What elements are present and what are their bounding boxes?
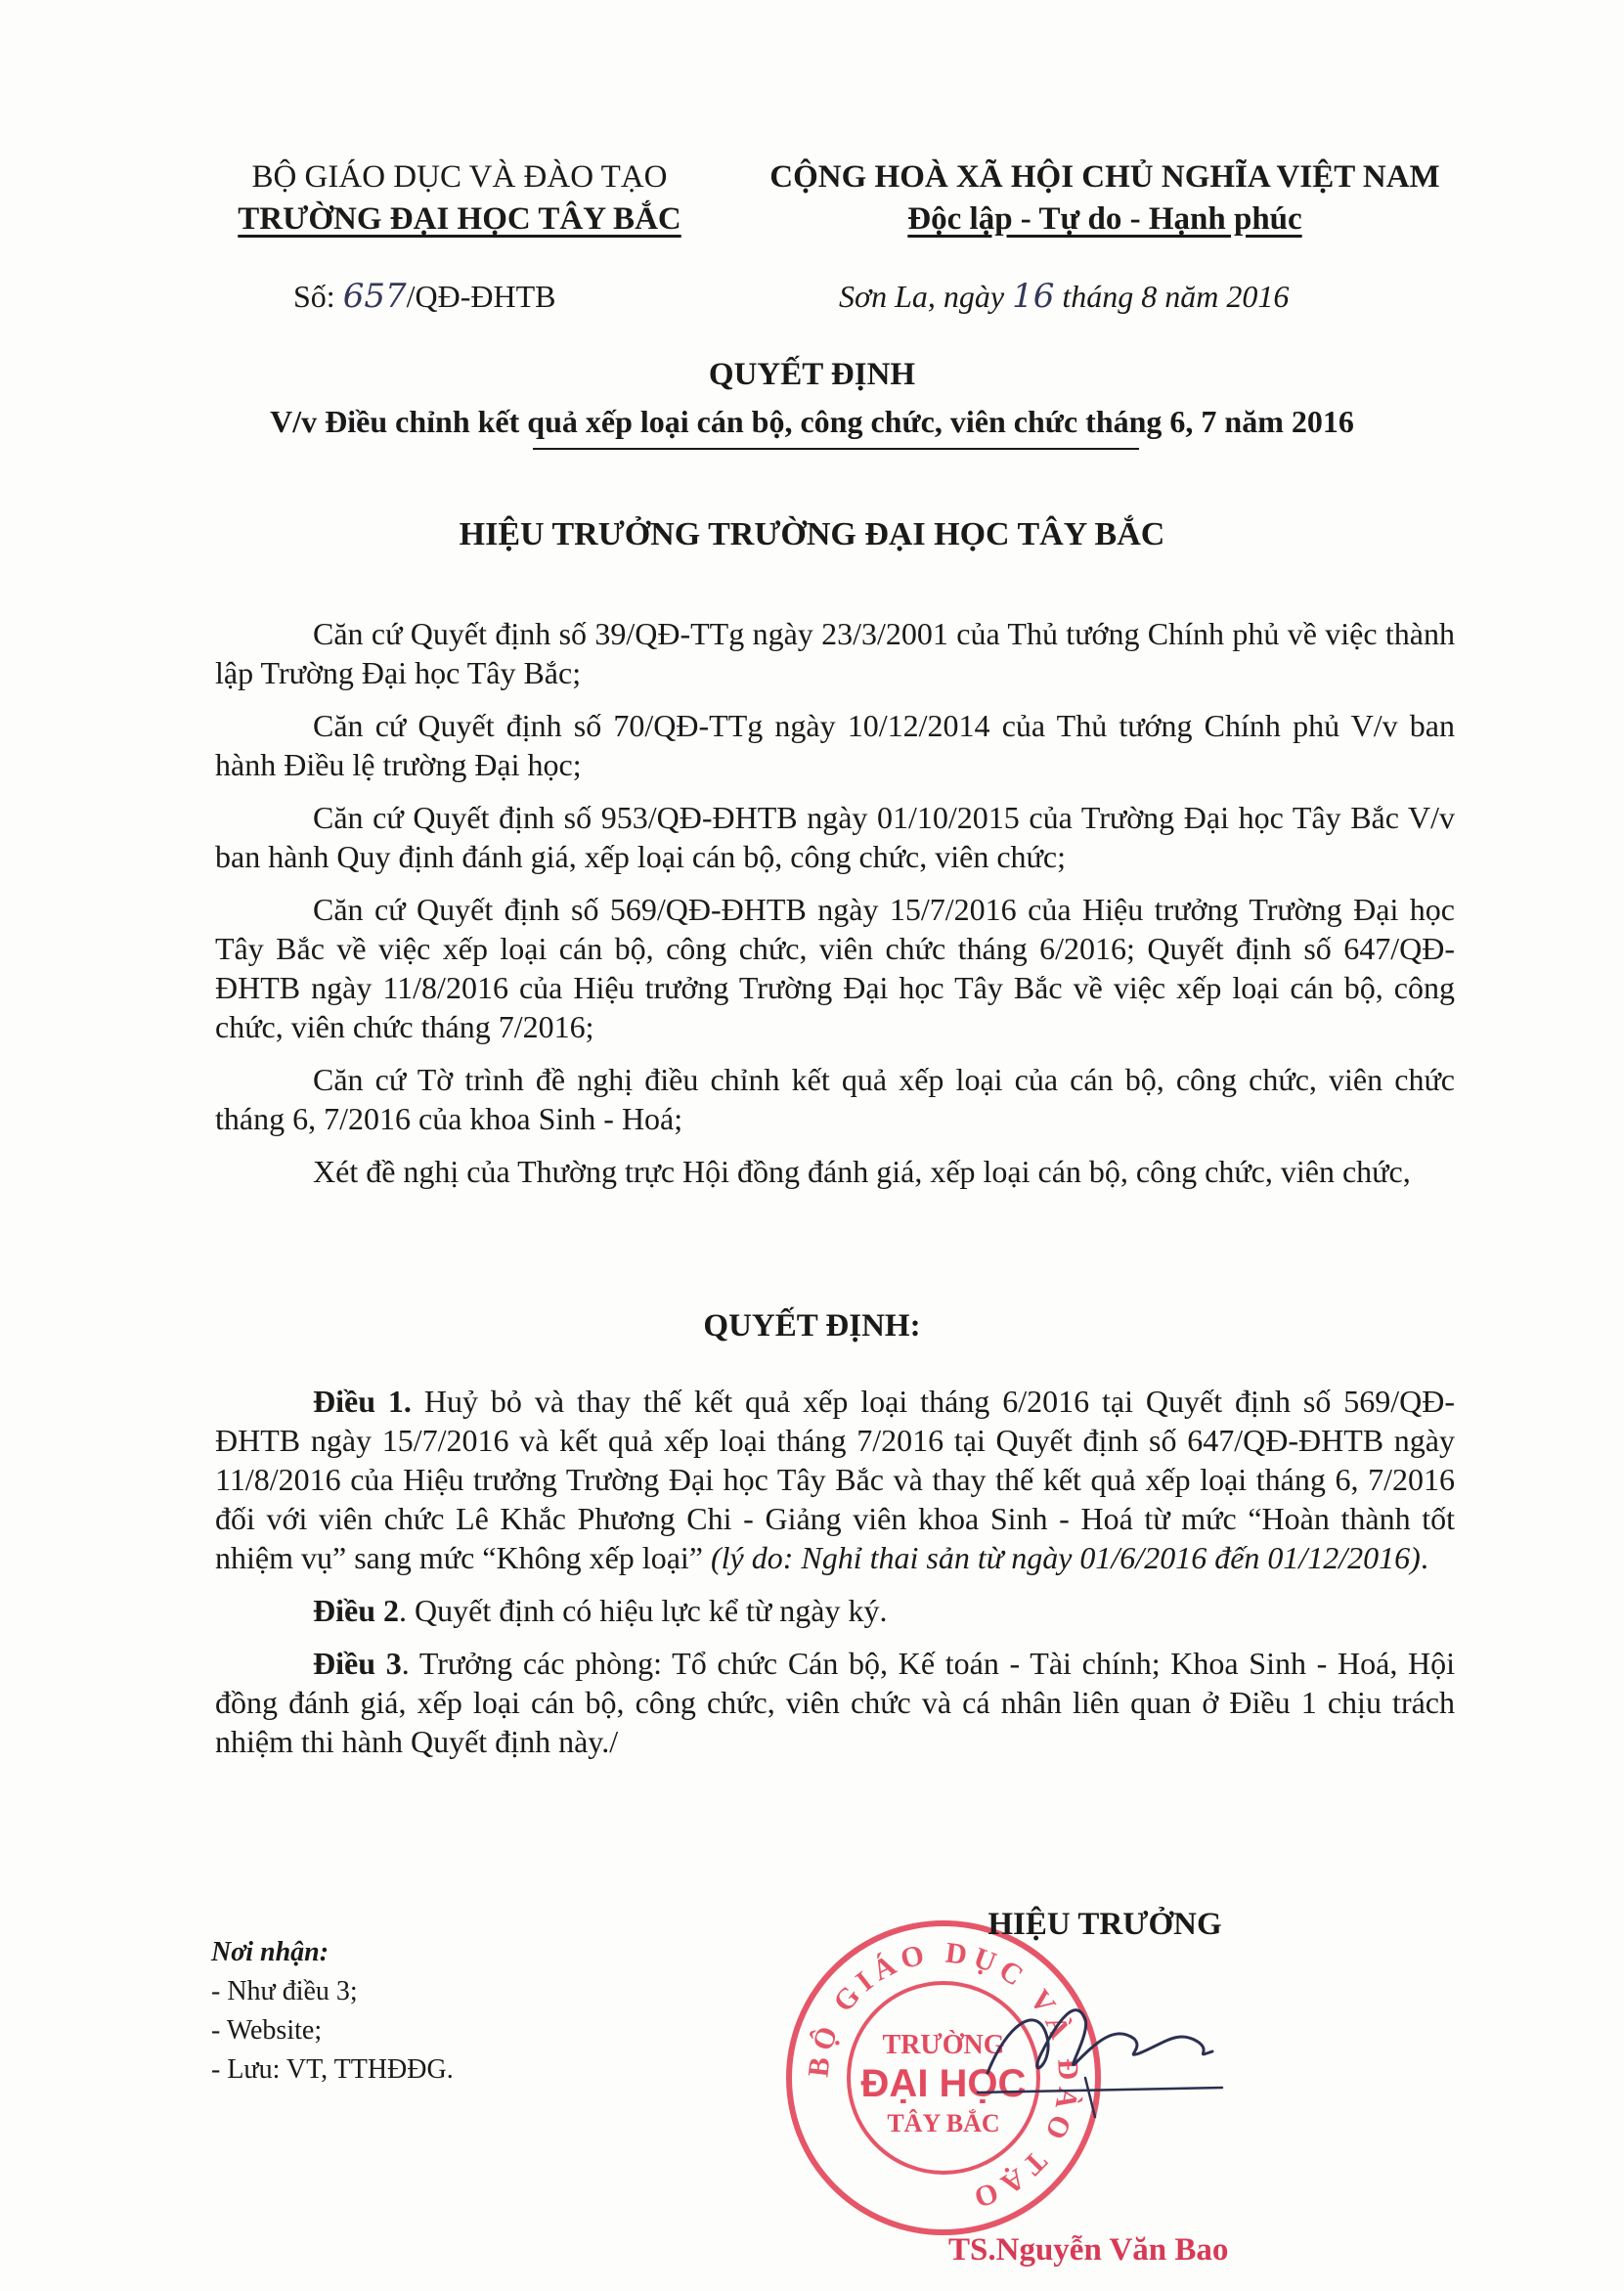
article-1-text: Huỷ bỏ và thay thế kết quả xếp loại tháng 6/2016 tại Quyết định số 569/QĐ-ĐHTB ngày 15/7/2016 và kết quả xếp loại tháng 7/2016 tại Quyết định số 647/QĐ-ĐHTB ngày 11/8/2016 của Hiệu trưởng Trường Đại học Tây Bắc và thay thế kết quả xếp loại tháng 6, 7/2016 đối với viên chức Lê Khắc Phương Chi - Giảng viên khoa Sinh - Hoá từ mức “Hoàn thành tốt nhiệm vụ” sang mức “Không xếp loại” <box>215 1384 1456 1575</box>
subtitle-underline <box>533 448 1139 450</box>
national-header <box>724 156 1486 241</box>
number-suffix: /QĐ-ĐHTB <box>406 279 556 314</box>
ground-paragraph: Căn cứ Quyết định số 39/QĐ-TTg ngày 23/3/2001 của Thủ tướng Chính phủ về việc thành lập Trường Đại học Tây Bắc; <box>215 616 1455 690</box>
article-1 <box>215 1382 1455 1577</box>
recipients-title: Nơi nhận: <box>211 1937 329 1967</box>
ground-paragraph: Căn cứ Quyết định số 70/QĐ-TTg ngày 10/12/2014 của Thủ tướng Chính phủ V/v ban hành Điều lệ trường Đại học; <box>215 708 1455 782</box>
ground-paragraph: Xét đề nghị của Thường trực Hội đồng đánh giá, xếp loại cán bộ, công chức, viên chức, <box>313 1154 1411 1189</box>
number-prefix: Số: <box>293 279 343 314</box>
article-2 <box>215 1591 1455 1630</box>
stamp-line-2: ĐẠI HỌC <box>860 2062 1027 2105</box>
date-rest: tháng 8 năm 2016 <box>1054 279 1290 314</box>
document-subtitle: V/v Điều chỉnh kết quả xếp loại cán bộ, công chức, viên chức tháng 6, 7 năm 2016 <box>270 404 1354 439</box>
recipient-item: - Như điều 3; <box>211 1976 358 2006</box>
document-number <box>293 277 555 316</box>
ministry-name: BỘ GIÁO DỤC VÀ ĐÀO TẠO <box>251 159 668 195</box>
ground-paragraph: Căn cứ Quyết định số 953/QĐ-ĐHTB ngày 01/10/2015 của Trường Đại học Tây Bắc V/v ban hành Quy định đánh giá, xếp loại cán bộ, công chức, viên chức; <box>215 800 1455 874</box>
signer-title: HIỆU TRƯỞNG <box>988 1907 1222 1942</box>
recipients-block <box>211 1933 454 2090</box>
date-place: Sơn La, ngày <box>839 279 1013 314</box>
stamp-line-1: TRƯỜNG <box>882 2030 1005 2060</box>
article-1-reason: (lý do: Nghỉ thai sản từ ngày 01/6/2016 đến 01/12/2016) <box>710 1540 1421 1575</box>
recipient-item: - Website; <box>211 2015 323 2046</box>
stamp-line-3: TÂY BẮC <box>887 2109 1000 2137</box>
article-3 <box>215 1644 1455 1761</box>
national-motto: Độc lập - Tự do - Hạnh phúc <box>907 201 1302 237</box>
decision-heading: QUYẾT ĐỊNH: <box>703 1308 921 1344</box>
ground-paragraph: Căn cứ Quyết định số 569/QĐ-ĐHTB ngày 15/7/2016 của Hiệu trưởng Trường Đại học Tây Bắc về việc xếp loại cán bộ, công chức, viên chức tháng 6/2016; Quyết định số 647/QĐ-ĐHTB ngày 11/8/2016 của Hiệu trưởng Trường Đại học Tây Bắc về việc xếp loại cán bộ, công chức, viên chức tháng 7/2016; <box>215 892 1455 1044</box>
school-name: TRƯỜNG ĐẠI HỌC TÂY BẮC <box>238 201 681 237</box>
issuer-title: HIỆU TRƯỞNG TRƯỜNG ĐẠI HỌC TÂY BẮC <box>459 516 1165 552</box>
document-date <box>839 277 1289 316</box>
grounds-section <box>215 614 1455 1191</box>
ground-paragraph: Căn cứ Tờ trình đề nghị điều chỉnh kết quả xếp loại của cán bộ, công chức, viên chức tháng 6, 7/2016 của khoa Sinh - Hoá; <box>215 1062 1455 1136</box>
article-1-label: Điều 1. <box>313 1384 412 1419</box>
article-1-end: . <box>1420 1540 1428 1575</box>
article-3-text: . Trưởng các phòng: Tổ chức Cán bộ, Kế toán - Tài chính; Khoa Sinh - Hoá, Hội đồng đánh giá, xếp loại cán bộ, công chức, viên chức và cá nhân liên quan ở Điều 1 chịu trách nhiệm thi hành Quyết định này./ <box>215 1646 1456 1759</box>
recipient-item: - Lưu: VT, TTHĐĐG. <box>211 2054 454 2085</box>
document-title: QUYẾT ĐỊNH <box>708 357 916 392</box>
handwritten-signature <box>968 1965 1261 2122</box>
handwritten-day: 16 <box>1012 277 1055 316</box>
handwritten-number: 657 <box>342 277 407 316</box>
country-name: CỘNG HOÀ XÃ HỘI CHỦ NGHĨA VIỆT NAM <box>769 159 1440 195</box>
stamp-ring-text: BỘ GIÁO DỤC VÀ ĐÀO TẠO <box>802 1936 1085 2217</box>
article-2-text: . Quyết định có hiệu lực kể từ ngày ký. <box>399 1593 888 1628</box>
signer-name: TS.Nguyễn Văn Bao <box>948 2232 1229 2268</box>
article-2-label: Điều 2 <box>313 1593 399 1628</box>
article-3-label: Điều 3 <box>313 1646 402 1681</box>
issuing-organization <box>196 156 724 241</box>
articles-section <box>215 1382 1455 1761</box>
